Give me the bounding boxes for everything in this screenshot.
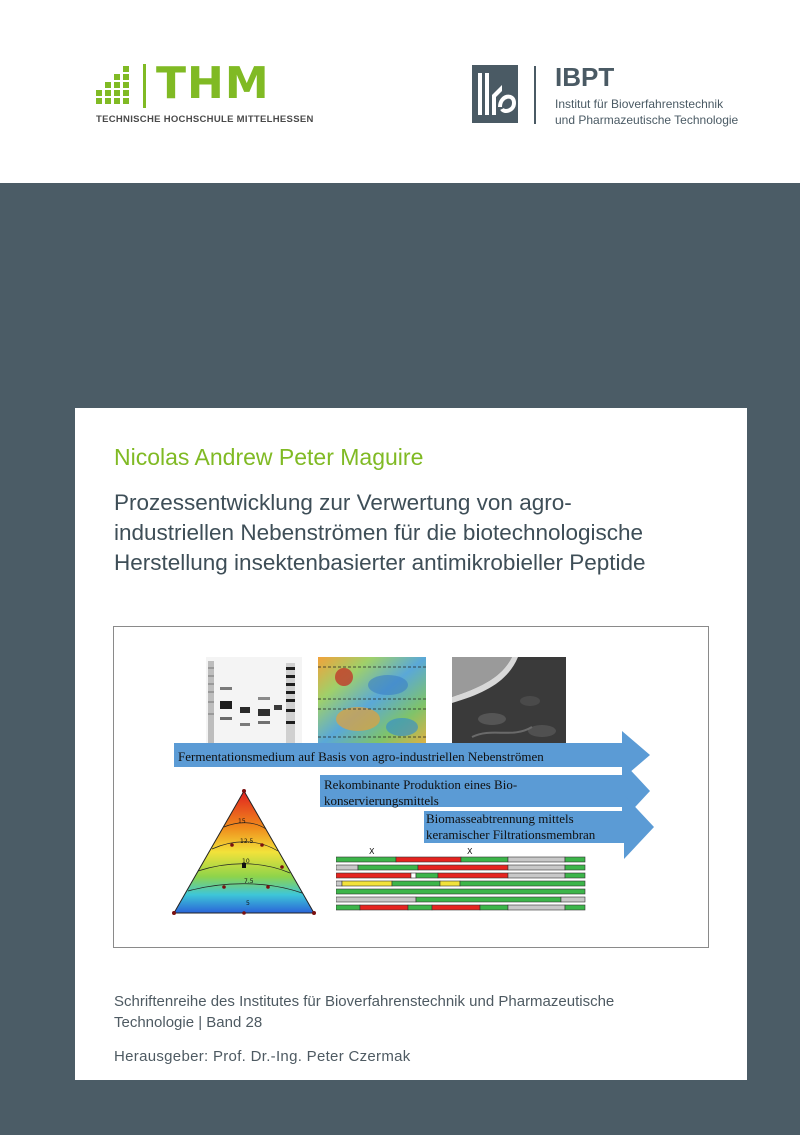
thm-logo-dot [114,74,120,80]
ternary-contour-plot [172,787,322,917]
construct-bars-diagram [336,847,586,913]
series-line: Schriftenreihe des Institutes für Bioverfahrenstechnik und Pharmazeutische [114,993,615,1010]
thm-logo-dot [96,90,102,96]
ternary-contour-label: 5 [246,900,250,907]
ibpt-logo-icon [472,65,518,123]
thm-logo-dot [123,82,129,88]
bar-marker: X [369,847,375,856]
publisher-line: Herausgeber: Prof. Dr.-Ing. Peter Czermak [114,1048,411,1065]
thm-logo-dot [114,90,120,96]
thm-logo-dot [123,90,129,96]
process-arrow-1-label: Fermentationsmedium auf Basis von agro-industriellen Nebenströmen [178,749,544,764]
ibpt-logo-title: IBPT [555,62,615,92]
series-info [114,991,614,1033]
cover-figure [113,626,709,948]
cover-header [0,0,800,183]
process-arrow-2-label-line-1: Rekombinante Produktion eines Bio- [324,777,518,792]
author-name: Nicolas Andrew Peter Maguire [114,444,424,470]
book-title-line: Herstellung insektenbasierter antimikrobieller Peptide [114,550,646,575]
ternary-contour-label: 15 [238,818,246,825]
thm-logo-subtitle: TECHNISCHE HOCHSCHULE MITTELHESSEN [96,114,314,125]
cover-panel [75,408,747,1080]
thm-logo-dot [105,98,111,104]
book-title-line: industriellen Nebenströmen für die biotechnologische [114,520,644,545]
series-line: Technologie | Band 28 [114,1014,263,1031]
process-arrow-2-label-line-2: konservierungsmittels [324,793,439,808]
thm-logo-divider [143,64,146,108]
thm-logo-dot [123,74,129,80]
process-arrow-3-label-line-1: Biomasseabtrennung mittels [426,811,574,826]
ternary-contour-label: 7.5 [244,878,254,885]
thm-logo-dot [114,98,120,104]
thm-logo-dot [96,98,102,104]
ternary-contour-label: 12.5 [240,838,254,845]
thm-logo-dot [123,66,129,72]
book-title [114,488,734,578]
thm-logo-dot [105,82,111,88]
ibpt-institute-line-1: Institut für Bioverfahrenstechnik [555,97,724,111]
thm-logo-dot [105,90,111,96]
bar-marker: X [467,847,473,856]
ibpt-logo-divider [534,66,536,124]
ibpt-institute-line-2: und Pharmazeutische Technologie [555,113,739,127]
ternary-contour-label: 10 [242,858,250,865]
thm-logo-dot [123,98,129,104]
book-title-line: Prozessentwicklung zur Verwertung von agro- [114,490,572,515]
process-arrow-3-label-line-2: keramischer Filtrationsmembran [426,827,596,842]
thm-logo-dot [114,82,120,88]
thm-logo-grid-icon [96,66,130,104]
thm-logo-title: THM [156,58,270,109]
